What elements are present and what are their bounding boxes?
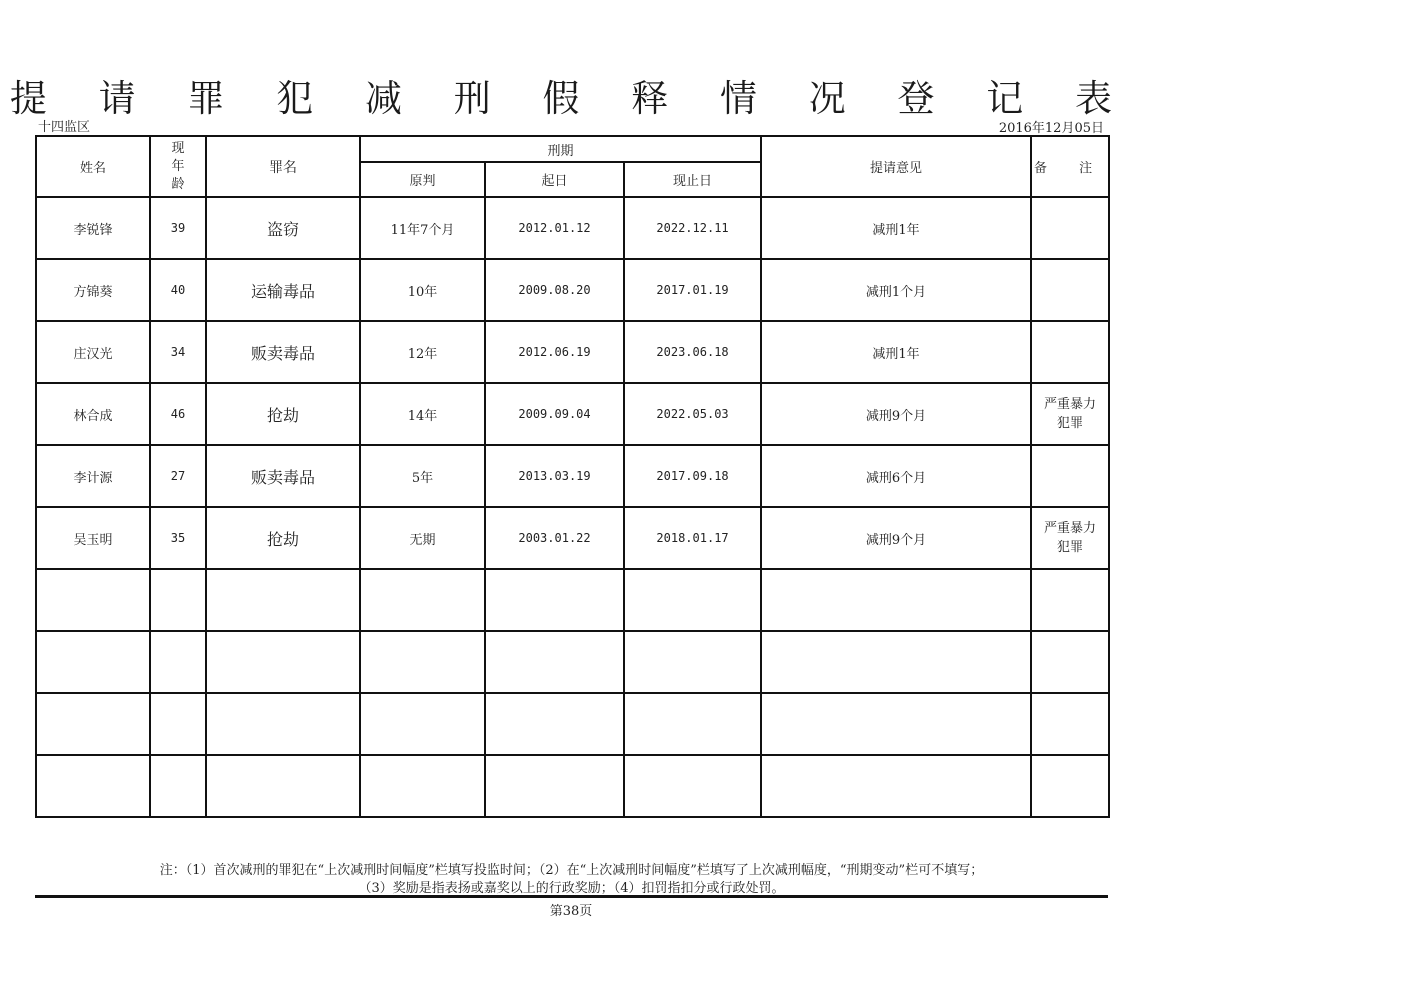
header-remarks: 备 注 bbox=[1031, 136, 1109, 197]
document-title: 提 请 罪 犯 减 刑 假 释 情 况 登 记 表 bbox=[9, 77, 1133, 120]
table-row bbox=[36, 259, 1109, 321]
header-opinion: 提请意见 bbox=[761, 136, 1031, 197]
cell-remarks bbox=[1031, 197, 1109, 259]
cell-age bbox=[150, 569, 206, 631]
cell-opinion bbox=[761, 569, 1031, 631]
cell-name: 方锦葵 bbox=[36, 259, 150, 321]
header-end: 现止日 bbox=[624, 162, 761, 197]
cell-crime bbox=[206, 569, 360, 631]
cell-original bbox=[360, 755, 485, 817]
cell-end: 2023.06.18 bbox=[624, 321, 761, 383]
cell-end bbox=[624, 693, 761, 755]
cell-opinion: 减刑1年 bbox=[761, 321, 1031, 383]
cell-opinion: 减刑1个月 bbox=[761, 259, 1031, 321]
cell-opinion bbox=[761, 631, 1031, 693]
cell-opinion: 减刑9个月 bbox=[761, 383, 1031, 445]
footer-rule bbox=[35, 895, 1108, 898]
cell-start: 2003.01.22 bbox=[485, 507, 624, 569]
header-term: 刑期 bbox=[360, 136, 761, 162]
cell-name bbox=[36, 755, 150, 817]
cell-name: 李计源 bbox=[36, 445, 150, 507]
table-row bbox=[36, 321, 1109, 383]
cell-end: 2018.01.17 bbox=[624, 507, 761, 569]
cell-age bbox=[150, 693, 206, 755]
footnote-line-2: （3）奖励是指表扬或嘉奖以上的行政奖励；（4）扣罚指扣分或行政处罚。 bbox=[358, 881, 785, 896]
cell-original: 无期 bbox=[360, 507, 485, 569]
cell-start bbox=[485, 631, 624, 693]
cell-remarks bbox=[1031, 569, 1109, 631]
cell-age bbox=[150, 631, 206, 693]
cell-remarks bbox=[1031, 445, 1109, 507]
page-number: 第38页 bbox=[549, 904, 593, 919]
cell-age: 46 bbox=[150, 383, 206, 445]
table-row bbox=[36, 631, 1109, 693]
header-age-label: 现年龄 bbox=[171, 140, 185, 192]
cell-original bbox=[360, 569, 485, 631]
table-row bbox=[36, 383, 1109, 445]
cell-crime: 抢劫 bbox=[206, 507, 360, 569]
header-age bbox=[150, 136, 206, 197]
footnote-line-1: 注：（1）首次减刑的罪犯在“上次减刑时间幅度”栏填写投监时间；（2）在“上次减刑时间幅度”栏填写了上次减刑幅度，“刑期变动”栏可不填写； bbox=[159, 863, 984, 878]
header-crime: 罪名 bbox=[206, 136, 360, 197]
cell-remarks bbox=[1031, 321, 1109, 383]
cell-end bbox=[624, 569, 761, 631]
cell-name bbox=[36, 569, 150, 631]
cell-age bbox=[150, 755, 206, 817]
cell-name: 林合成 bbox=[36, 383, 150, 445]
cell-end bbox=[624, 755, 761, 817]
cell-age: 39 bbox=[150, 197, 206, 259]
footnote bbox=[35, 862, 1108, 898]
cell-remarks bbox=[1031, 693, 1109, 755]
cell-start: 2009.09.04 bbox=[485, 383, 624, 445]
cell-start: 2012.06.19 bbox=[485, 321, 624, 383]
cell-original: 12年 bbox=[360, 321, 485, 383]
header-start: 起日 bbox=[485, 162, 624, 197]
cell-age: 40 bbox=[150, 259, 206, 321]
cell-remarks: 严重暴力犯罪 bbox=[1031, 507, 1109, 569]
cell-crime bbox=[206, 631, 360, 693]
cell-original bbox=[360, 631, 485, 693]
cell-original: 5年 bbox=[360, 445, 485, 507]
cell-age: 35 bbox=[150, 507, 206, 569]
cell-end: 2022.05.03 bbox=[624, 383, 761, 445]
cell-end: 2017.01.19 bbox=[624, 259, 761, 321]
cell-opinion: 减刑1年 bbox=[761, 197, 1031, 259]
cell-remarks: 严重暴力犯罪 bbox=[1031, 383, 1109, 445]
cell-end: 2017.09.18 bbox=[624, 445, 761, 507]
cell-crime: 运输毒品 bbox=[206, 259, 360, 321]
cell-crime: 盗窃 bbox=[206, 197, 360, 259]
cell-name bbox=[36, 693, 150, 755]
cell-opinion: 减刑6个月 bbox=[761, 445, 1031, 507]
cell-crime bbox=[206, 755, 360, 817]
cell-start bbox=[485, 569, 624, 631]
cell-opinion bbox=[761, 755, 1031, 817]
cell-name bbox=[36, 631, 150, 693]
cell-age: 34 bbox=[150, 321, 206, 383]
table-row bbox=[36, 197, 1109, 259]
cell-name: 吴玉明 bbox=[36, 507, 150, 569]
table-row bbox=[36, 507, 1109, 569]
registration-table bbox=[35, 135, 1110, 818]
cell-start bbox=[485, 755, 624, 817]
table-row bbox=[36, 693, 1109, 755]
header-original: 原判 bbox=[360, 162, 485, 197]
cell-opinion bbox=[761, 693, 1031, 755]
header-name: 姓名 bbox=[36, 136, 150, 197]
cell-original: 11年7个月 bbox=[360, 197, 485, 259]
cell-remarks bbox=[1031, 259, 1109, 321]
cell-age: 27 bbox=[150, 445, 206, 507]
cell-end: 2022.12.11 bbox=[624, 197, 761, 259]
cell-name: 庄汉光 bbox=[36, 321, 150, 383]
cell-original: 14年 bbox=[360, 383, 485, 445]
cell-crime: 抢劫 bbox=[206, 383, 360, 445]
cell-name: 李锐锋 bbox=[36, 197, 150, 259]
cell-original: 10年 bbox=[360, 259, 485, 321]
table-row bbox=[36, 569, 1109, 631]
cell-start: 2013.03.19 bbox=[485, 445, 624, 507]
cell-crime: 贩卖毒品 bbox=[206, 445, 360, 507]
cell-end bbox=[624, 631, 761, 693]
cell-original bbox=[360, 693, 485, 755]
prison-unit: 十四监区 bbox=[38, 120, 91, 135]
cell-remarks bbox=[1031, 631, 1109, 693]
cell-start bbox=[485, 693, 624, 755]
table-row bbox=[36, 445, 1109, 507]
cell-start: 2009.08.20 bbox=[485, 259, 624, 321]
cell-crime bbox=[206, 693, 360, 755]
cell-opinion: 减刑9个月 bbox=[761, 507, 1031, 569]
cell-start: 2012.01.12 bbox=[485, 197, 624, 259]
cell-remarks bbox=[1031, 755, 1109, 817]
table-row bbox=[36, 755, 1109, 817]
report-date: 2016年12月05日 bbox=[998, 121, 1104, 136]
cell-crime: 贩卖毒品 bbox=[206, 321, 360, 383]
